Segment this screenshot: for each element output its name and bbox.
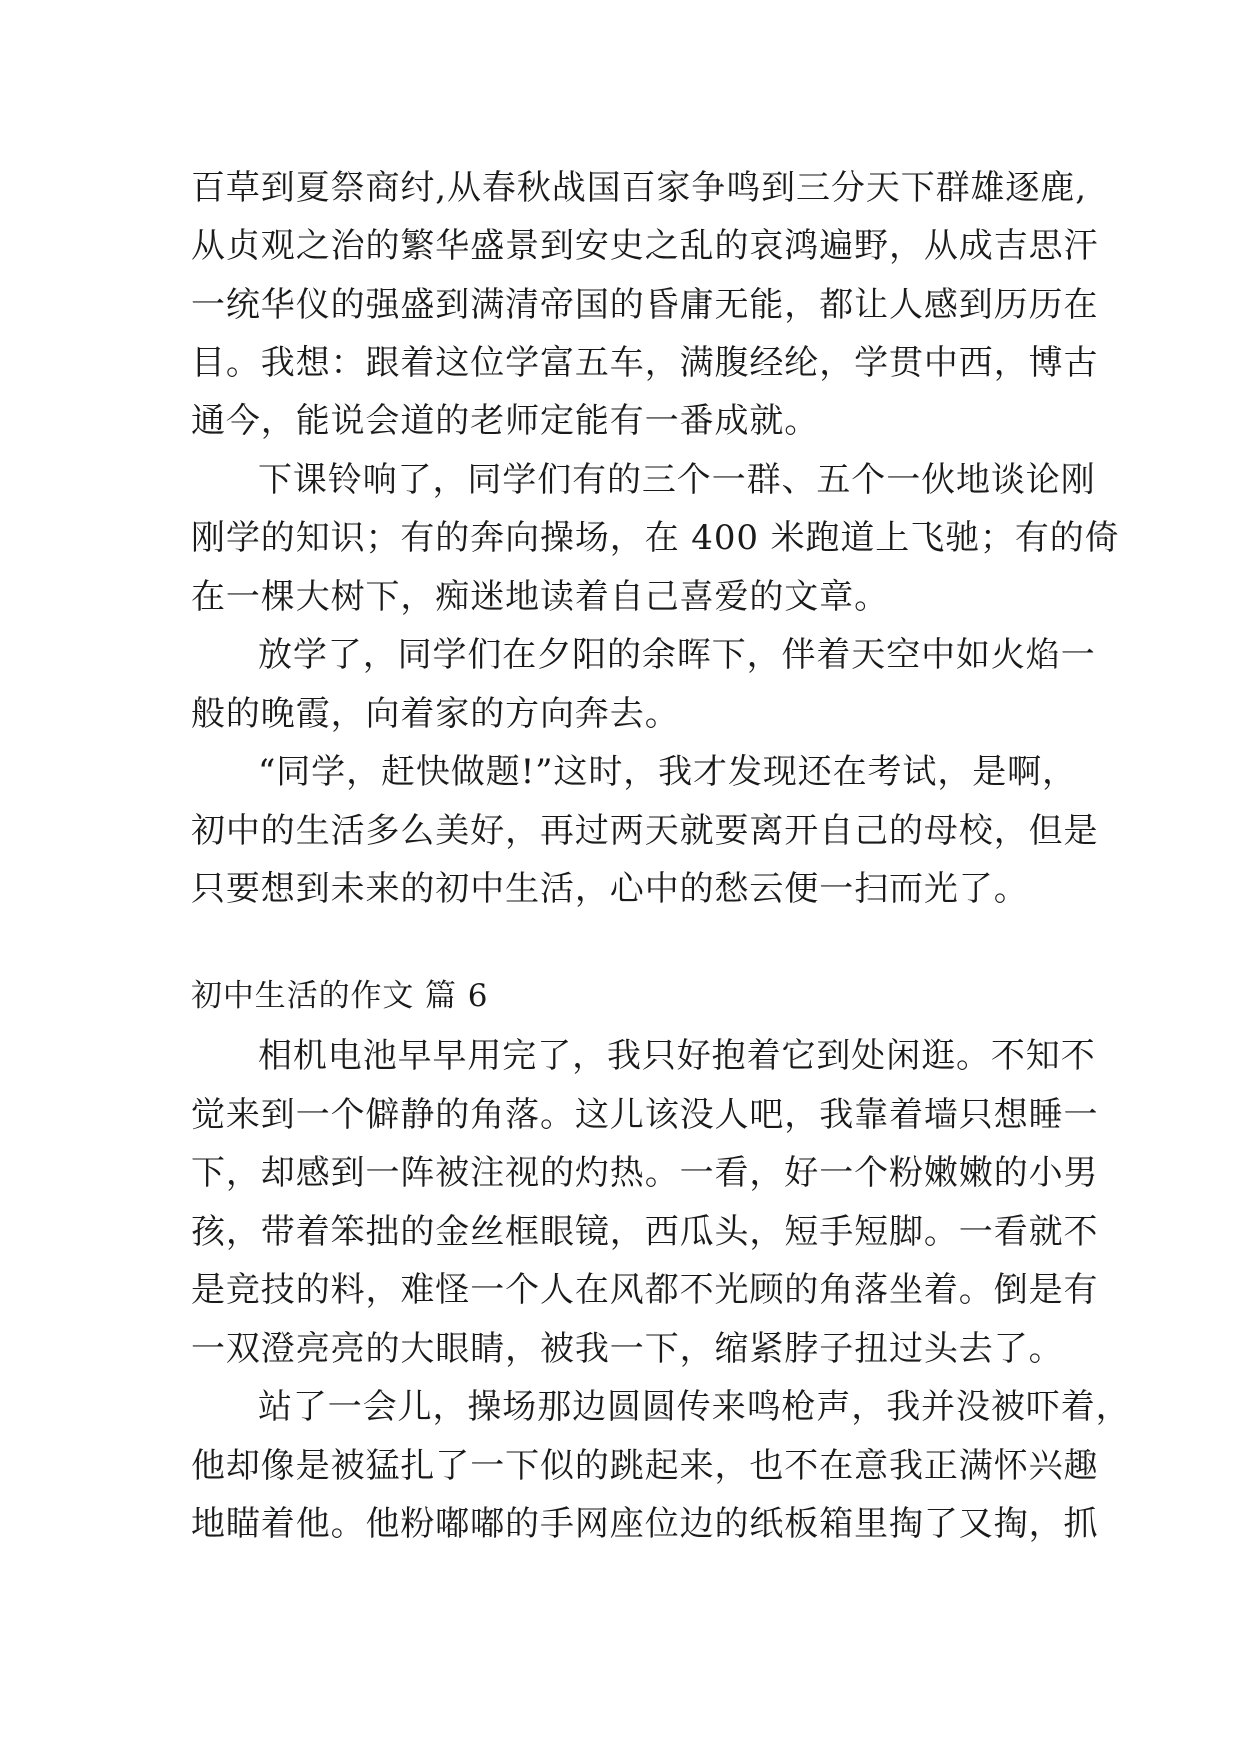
- text-line: 地瞄着他。他粉嘟嘟的手网座位边的纸板箱里掏了又掏，抓: [191, 1504, 1099, 1544]
- text-line: 他却像是被猛扎了一下似的跳起来，也不在意我正满怀兴趣: [191, 1446, 1099, 1486]
- text-line: 从贞观之治的繁华盛景到安史之乱的哀鸿遍野，从成吉思汗: [191, 226, 1099, 266]
- text-line: 是竞技的料，难怪一个人在风都不光顾的角落坐着。倒是有: [191, 1270, 1099, 1310]
- paragraph-first-line: 相机电池早早用完了，我只好抱着它到处闲逛。不知不: [258, 1036, 1096, 1076]
- text-line: 一双澄亮亮的大眼睛，被我一下，缩紧脖子扭过头去了。: [191, 1329, 1064, 1369]
- text-line: 在一棵大树下，痴迷地读着自己喜爱的文章。: [191, 577, 889, 617]
- paragraph-first-line: 放学了，同学们在夕阳的余晖下，伴着天空中如火焰一: [258, 635, 1096, 675]
- text-line: 觉来到一个僻静的角落。这儿该没人吧，我靠着墙只想睡一: [191, 1095, 1099, 1135]
- paragraph-first-line: 下课铃响了，同学们有的三个一群、五个一伙地谈论刚: [258, 460, 1096, 500]
- text-line: 初中的生活多么美好，再过两天就要离开自己的母校，但是: [191, 811, 1099, 851]
- text-line: 目。我想：跟着这位学富五车，满腹经纶，学贯中西，博古: [191, 343, 1099, 383]
- text-line: 百草到夏祭商纣,从春秋战国百家争鸣到三分天下群雄逐鹿,: [191, 168, 1087, 208]
- paragraph-first-line: “同学，赶快做题!”这时，我才发现还在考试，是啊，: [258, 752, 1077, 792]
- text-line: 般的晚霞，向着家的方向奔去。: [191, 694, 680, 734]
- text-line: 一统华仪的强盛到满清帝国的昏庸无能，都让人感到历历在: [191, 285, 1099, 325]
- text-line: 孩，带着笨拙的金丝框眼镜，西瓜头，短手短脚。一看就不: [191, 1212, 1099, 1252]
- paragraph-first-line: 站了一会儿，操场那边圆圆传来鸣枪声，我并没被吓着，: [258, 1387, 1131, 1427]
- text-line: 刚学的知识；有的奔向操场，在 400 米跑道上飞驰；有的倚: [191, 518, 1120, 558]
- text-line: 通今，能说会道的老师定能有一番成就。: [191, 401, 820, 441]
- section-heading: 初中生活的作文 篇 6: [191, 978, 489, 1014]
- text-line: 下，却感到一阵被注视的灼热。一看，好一个粉嫩嫩的小男: [191, 1153, 1099, 1193]
- text-line: 只要想到未来的初中生活，心中的愁云便一扫而光了。: [191, 869, 1029, 909]
